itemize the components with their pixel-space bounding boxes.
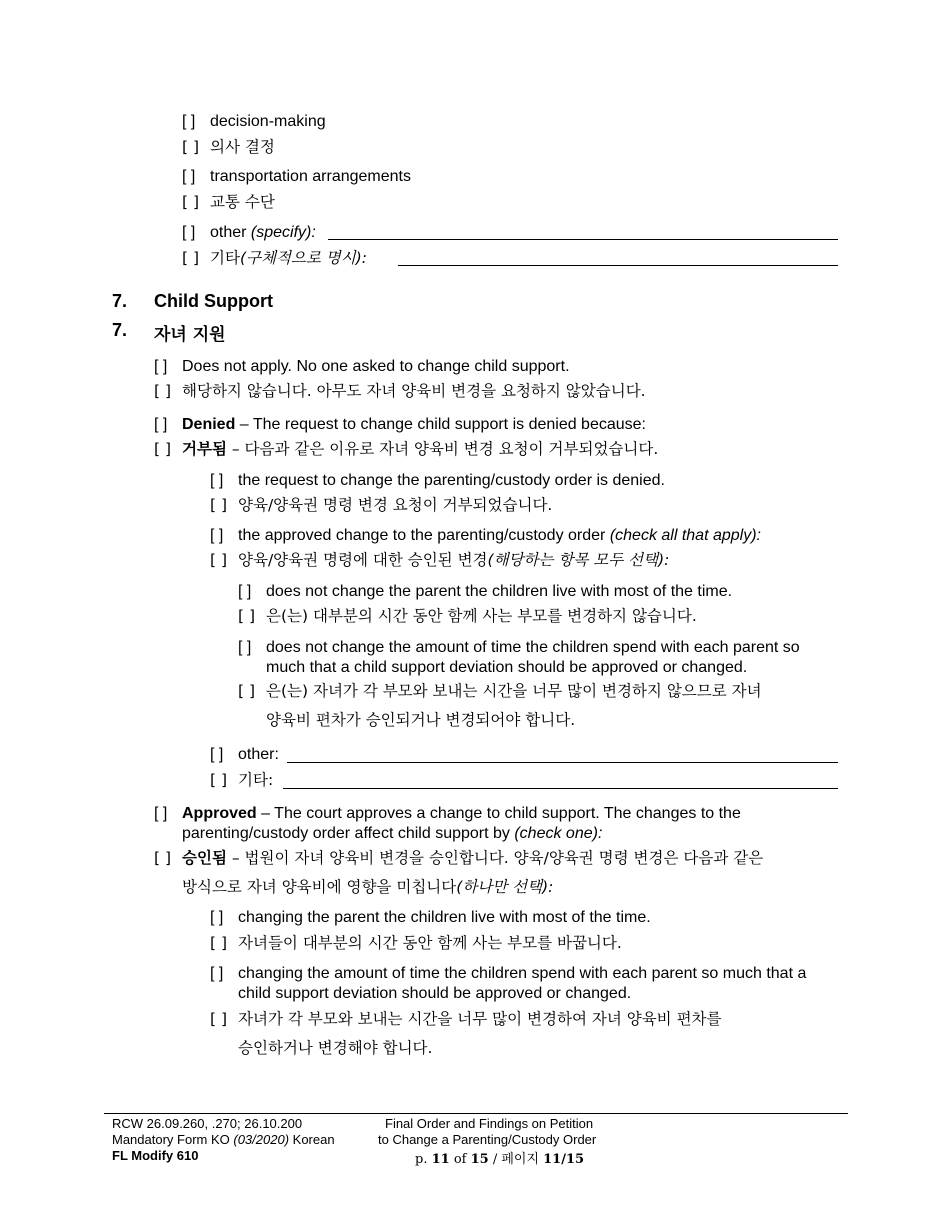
checkbox-changing-parent-kr[interactable]: [ ] 자녀들이 대부분의 시간 동안 함께 사는 부모를 바꿉니다. [210, 934, 622, 952]
footer-page-number [415, 1152, 584, 1168]
other-specify-field[interactable] [328, 239, 838, 240]
denied-label: Denied [182, 416, 236, 433]
footer-title-1: Final Order and Findings on Petition [385, 1116, 594, 1131]
checkbox-changing-parent-en[interactable]: [ ] changing the parent the children live with most of the time. [210, 909, 651, 926]
footer-mandatory-form [112, 1132, 335, 1148]
checkbox-denied-en[interactable]: [ ] Denied – The request to change child support is denied because: [154, 416, 646, 433]
approved-description-kr-2-line [182, 877, 553, 897]
footer-mandatory-suffix: Korean [289, 1132, 335, 1147]
checkbox-approved-change-en[interactable]: [ ] the approved change to the parenting/custody order (check all that apply): [210, 527, 761, 544]
checkbox-denied-kr[interactable]: [ ] 거부됨 – 다음과 같은 이유로 자녀 양육비 변경 요청이 거부되었습니다. [154, 440, 659, 458]
other-label: other [210, 224, 251, 241]
checkbox-transportation-en[interactable]: [ ] transportation arrangements [182, 168, 411, 185]
other-label-kr: 기타 [210, 249, 240, 267]
changing-parent-label: changing the parent the children live with most of the time. [238, 909, 651, 926]
denied-text: – The request to change child support is denied because: [235, 416, 646, 433]
approved-change-instruction: (check all that apply): [609, 527, 761, 544]
checkbox-approved-kr[interactable]: [ ] 승인됨 – 법원이 자녀 양육비 변경을 승인합니다. 양육/양육권 명령 변경은 다음과 같은 [154, 849, 764, 867]
checkbox-changing-time-en[interactable]: [ ] changing the amount of time the children spend with each parent so much that a child support deviation should be approved or changed. [210, 964, 835, 1004]
checkbox-other-specify-kr[interactable]: [ ] 기타(구체적으로 명시): [182, 249, 368, 267]
section-title: Child Support [154, 291, 273, 311]
footer-mandatory-prefix: Mandatory Form KO [112, 1132, 234, 1147]
checkbox-request-denied-en[interactable]: [ ] the request to change the parenting/custody order is denied. [210, 472, 665, 489]
footer-divider [104, 1113, 848, 1114]
other-specify-field-kr[interactable] [398, 265, 838, 266]
approved-change-label: the approved change to the parenting/custody order [238, 527, 610, 544]
checkbox-does-not-apply-en[interactable]: [ ] Does not apply. No one asked to change child support. [154, 358, 570, 375]
checkbox-no-change-parent-en[interactable]: [ ] does not change the parent the children live with most of the time. [238, 583, 733, 600]
changing-time-label-kr-1: 자녀가 각 부모와 보내는 시간을 너무 많이 변경하여 자녀 양육비 편차를 [238, 1010, 722, 1028]
denied-other-field-kr[interactable] [283, 788, 838, 789]
denied-other-label-kr: 기타: [238, 771, 274, 789]
changing-parent-label-kr: 자녀들이 대부분의 시간 동안 함께 사는 부모를 바꿉니다. [238, 934, 622, 952]
footer-page-kr-num: 11/15 [543, 1152, 585, 1167]
approved-text [182, 804, 794, 844]
checkbox-no-change-time-en[interactable]: [ ] does not change the amount of time the children spend with each parent so much that a child support deviation should be approved or changed. [238, 638, 838, 678]
footer-page-kr: / 페이지 [488, 1152, 544, 1167]
section-title-kr: 자녀 지원 [154, 325, 226, 345]
approved-change-label-kr: 양육/양육권 명령에 대한 승인된 변경 [238, 551, 488, 569]
footer-form-id: FL Modify 610 [112, 1148, 199, 1163]
checkbox-denied-other-kr[interactable]: [ ] 기타: [210, 771, 274, 789]
checkbox-does-not-apply-kr[interactable]: [ ] 해당하지 않습니다. 아무도 자녀 양육비 변경을 요청하지 않았습니다. [154, 382, 646, 400]
approved-label-kr: 승인됨 [182, 849, 227, 867]
section-number-kr: 7. [112, 320, 128, 340]
no-change-time-label: does not change the amount of time the children spend with each parent so much that a child support deviation should be approved or changed. [266, 639, 800, 676]
request-denied-label: the request to change the parenting/custody order is denied. [238, 472, 665, 489]
checkbox-changing-time-kr[interactable]: [ ] 자녀가 각 부모와 보내는 시간을 너무 많이 변경하여 자녀 양육비 편차를 [210, 1010, 722, 1028]
other-specify-label-kr: (구체적으로 명시): [239, 249, 368, 267]
checkbox-decision-making-kr[interactable]: [ ] 의사 결정 [182, 138, 275, 156]
does-not-apply-label: Does not apply. No one asked to change child support. [182, 358, 570, 375]
request-denied-label-kr: 양육/양육권 명령 변경 요청이 거부되었습니다. [238, 496, 553, 514]
transportation-label-kr: 교통 수단 [210, 193, 275, 211]
checkbox-approved-en[interactable]: [ ] Approved – The court approves a change to child support. The changes to the parenting/custody order affect child support by (check one): [154, 804, 794, 844]
checkbox-denied-other-en[interactable]: [ ] other: [210, 746, 279, 763]
changing-time-label: changing the amount of time the children spend with each parent so much that a child support deviation should be approved or changed. [238, 965, 807, 1002]
footer-mandatory-date: (03/2020) [233, 1132, 290, 1147]
denied-other-label: other: [238, 746, 279, 763]
no-change-time-label-kr-2: 양육비 편차가 승인되거나 변경되어야 합니다. [266, 711, 576, 729]
approved-instruction-kr: (하나만 선택): [456, 878, 554, 896]
other-specify-label: (specify): [250, 224, 316, 241]
checkbox-decision-making-en[interactable]: [ ] decision-making [182, 113, 326, 130]
approved-change-instruction-kr: (해당하는 항목 모두 선택): [487, 551, 670, 569]
approved-description-kr-2: 방식으로 자녀 양육비에 영향을 미칩니다 [182, 878, 457, 896]
checkbox-no-change-time-kr[interactable]: [ ] 은(는) 자녀가 각 부모와 보내는 시간을 너무 많이 변경하지 않으므로 자녀 [238, 682, 762, 700]
approved-description: – The court approves a change to child support. The changes to the parenting/custody order affect child support by [182, 805, 741, 842]
no-change-parent-label-kr: 은(는) 대부분의 시간 동안 함께 사는 부모를 변경하지 않습니다. [266, 607, 697, 625]
approved-label: Approved [182, 805, 257, 822]
no-change-time-label-kr-1: 은(는) 자녀가 각 부모와 보내는 시간을 너무 많이 변경하지 않으므로 자녀 [266, 682, 762, 700]
checkbox-transportation-kr[interactable]: [ ] 교통 수단 [182, 193, 275, 211]
footer-title-2: to Change a Parenting/Custody Order [378, 1132, 597, 1147]
section-number: 7. [112, 291, 128, 311]
footer-rcw: RCW 26.09.260, .270; 26.10.200 [112, 1116, 303, 1131]
denied-label-kr: 거부됨 [182, 440, 227, 458]
denied-text-kr: – 다음과 같은 이유로 자녀 양육비 변경 요청이 거부되었습니다. [226, 440, 659, 458]
denied-other-field[interactable] [287, 762, 838, 763]
footer-page-total: 15 [470, 1152, 489, 1167]
changing-time-label-kr-2: 승인하거나 변경해야 합니다. [238, 1039, 433, 1057]
decision-making-label-kr: 의사 결정 [210, 138, 275, 156]
transportation-label: transportation arrangements [210, 168, 411, 185]
approved-description-kr-1: – 법원이 자녀 양육비 변경을 승인합니다. 양육/양육권 명령 변경은 다음과 같은 [226, 849, 764, 867]
decision-making-label: decision-making [210, 113, 326, 130]
no-change-parent-label: does not change the parent the children live with most of the time. [266, 583, 733, 600]
checkbox-approved-change-kr[interactable]: [ ] 양육/양육권 명령에 대한 승인된 변경(해당하는 항목 모두 선택): [210, 551, 670, 569]
footer-page-current: 11 [431, 1152, 450, 1167]
approved-instruction: (check one): [514, 825, 603, 842]
checkbox-request-denied-kr[interactable]: [ ] 양육/양육권 명령 변경 요청이 거부되었습니다. [210, 496, 553, 514]
does-not-apply-label-kr: 해당하지 않습니다. 아무도 자녀 양육비 변경을 요청하지 않았습니다. [182, 382, 646, 400]
checkbox-other-specify-en[interactable]: [ ] other (specify): [182, 224, 316, 241]
footer-page-of: of [449, 1152, 471, 1167]
checkbox-no-change-parent-kr[interactable]: [ ] 은(는) 대부분의 시간 동안 함께 사는 부모를 변경하지 않습니다. [238, 607, 697, 625]
footer-page-prefix: p. [415, 1152, 432, 1167]
